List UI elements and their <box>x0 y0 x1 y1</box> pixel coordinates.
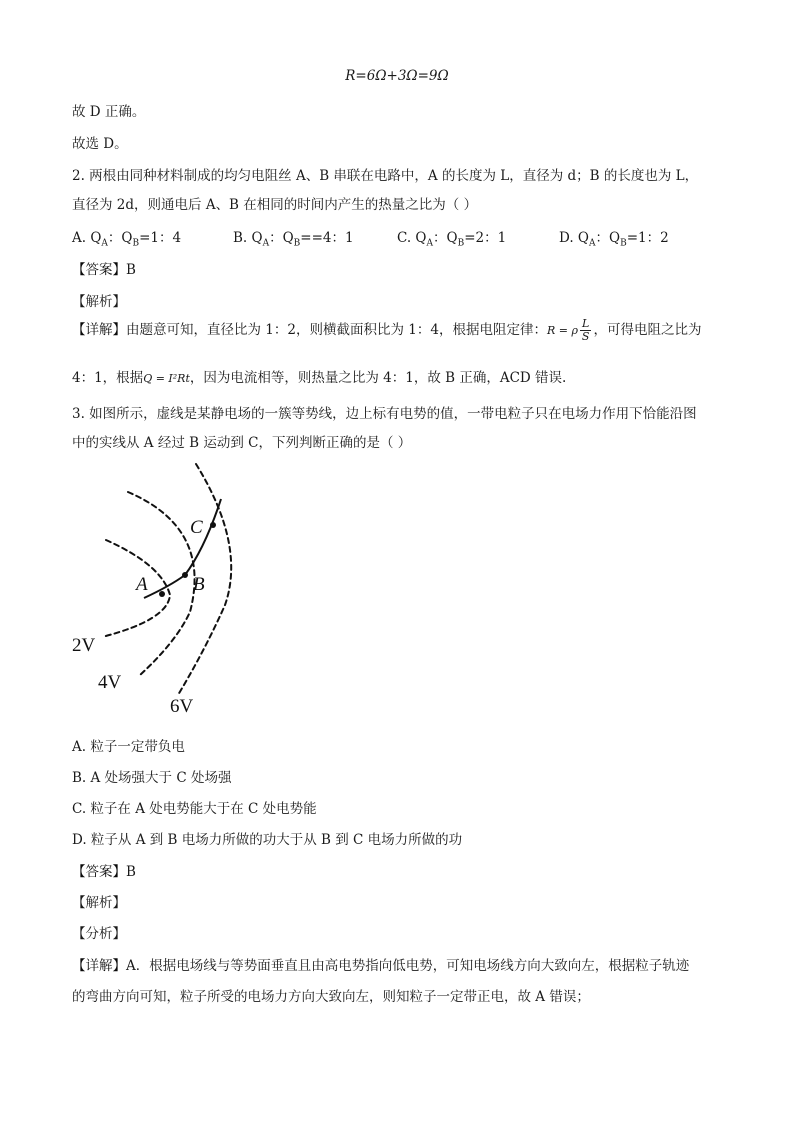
top-equation: R=6Ω+3Ω=9Ω <box>345 68 449 84</box>
answer-tag: 【答案】 <box>72 262 126 278</box>
trajectory-line <box>144 499 221 598</box>
q3-option-c: C. 粒子在 A 处电势能大于在 C 处电势能 <box>72 801 317 817</box>
q3-stem-line1: 3. 如图所示，虚线是某静电场的一簇等势线，边上标有电势的值，一带电粒子只在电场力作用下恰能沿图 <box>72 406 697 422</box>
q3-option-b: B. A 处场强大于 C 处场强 <box>72 770 232 786</box>
q3-stem-line2: 中的实线从 A 经过 B 运动到 C，下列判断正确的是（ ） <box>72 435 412 451</box>
q3-fenxi-tag: 【分析】 <box>72 926 126 942</box>
label-2v: 2V <box>72 635 96 656</box>
q2-stem-line2: 直径为 2d，则通电后 A、B 在相同的时间内产生的热量之比为（ ） <box>72 197 478 213</box>
resistance-formula: R = ρ <box>546 324 578 337</box>
detail-tag: 【详解】 <box>72 958 126 974</box>
q2-option-c: C. $Q_A$：$Q_B=2$：1 <box>397 230 507 249</box>
label-b: B <box>193 574 205 595</box>
q2-detail-line2: 4：1，根据Q = I²Rt，因为电流相等，则热量之比为 4：1，故 B 正确，ACD 错误. <box>72 370 567 386</box>
detail-tag: 【详解】 <box>72 322 126 338</box>
label-c: C <box>190 517 203 538</box>
q2-analysis-tag: 【解析】 <box>72 294 126 310</box>
label-a: A <box>136 574 148 595</box>
q2-option-b: B. $Q_A$：$Q_B==4$：1 <box>233 230 354 249</box>
q3-answer <box>72 860 136 880</box>
q2-option-d: D. $Q_A$：$Q_B=1$：2 <box>559 230 669 249</box>
point-c <box>210 522 216 528</box>
q3-option-a: A. 粒子一定带负电 <box>72 739 185 755</box>
answer-value: B <box>126 262 136 278</box>
choice-line: 故选 D。 <box>72 136 128 152</box>
label-6v: 6V <box>170 696 194 717</box>
point-b <box>182 572 188 578</box>
point-a <box>159 591 165 597</box>
q2-option-a: A. $Q_A$：$Q_B=1$：4 <box>72 230 182 249</box>
q2-detail-line1: 【详解】由题意可知，直径比为 1：2，则横截面积比为 1：4，根据电阻定律：R = ρ $\frac{L}{S}$ ，可得电阻之比为 <box>72 317 702 343</box>
answer-value: B <box>126 864 136 880</box>
heat-formula: Q = I²Rt <box>143 372 190 385</box>
q3-analysis-tag: 【解析】 <box>72 895 126 911</box>
q2-stem-line1: 2. 两根由同种材料制成的均匀电阻丝 A、B 串联在电路中，A 的长度为 L，直径为 d；B 的长度也为 L， <box>72 168 699 184</box>
conclusion-line: 故 D 正确。 <box>72 104 146 120</box>
q3-detail-line1: 【详解】A．根据电场线与等势面垂直且由高电势指向低电势，可知电场线方向大致向左，根据粒子轨迹 <box>72 958 690 974</box>
label-4v: 4V <box>98 672 122 693</box>
fraction-l-over-s: $\frac{L}{S}$ <box>581 317 590 343</box>
answer-tag: 【答案】 <box>72 864 126 880</box>
q3-detail-line2: 的弯曲方向可知，粒子所受的电场力方向大致向左，则知粒子一定带正电，故 A 错误； <box>72 989 590 1005</box>
q3-option-d: D. 粒子从 A 到 B 电场力所做的功大于从 B 到 C 电场力所做的功 <box>72 832 463 848</box>
